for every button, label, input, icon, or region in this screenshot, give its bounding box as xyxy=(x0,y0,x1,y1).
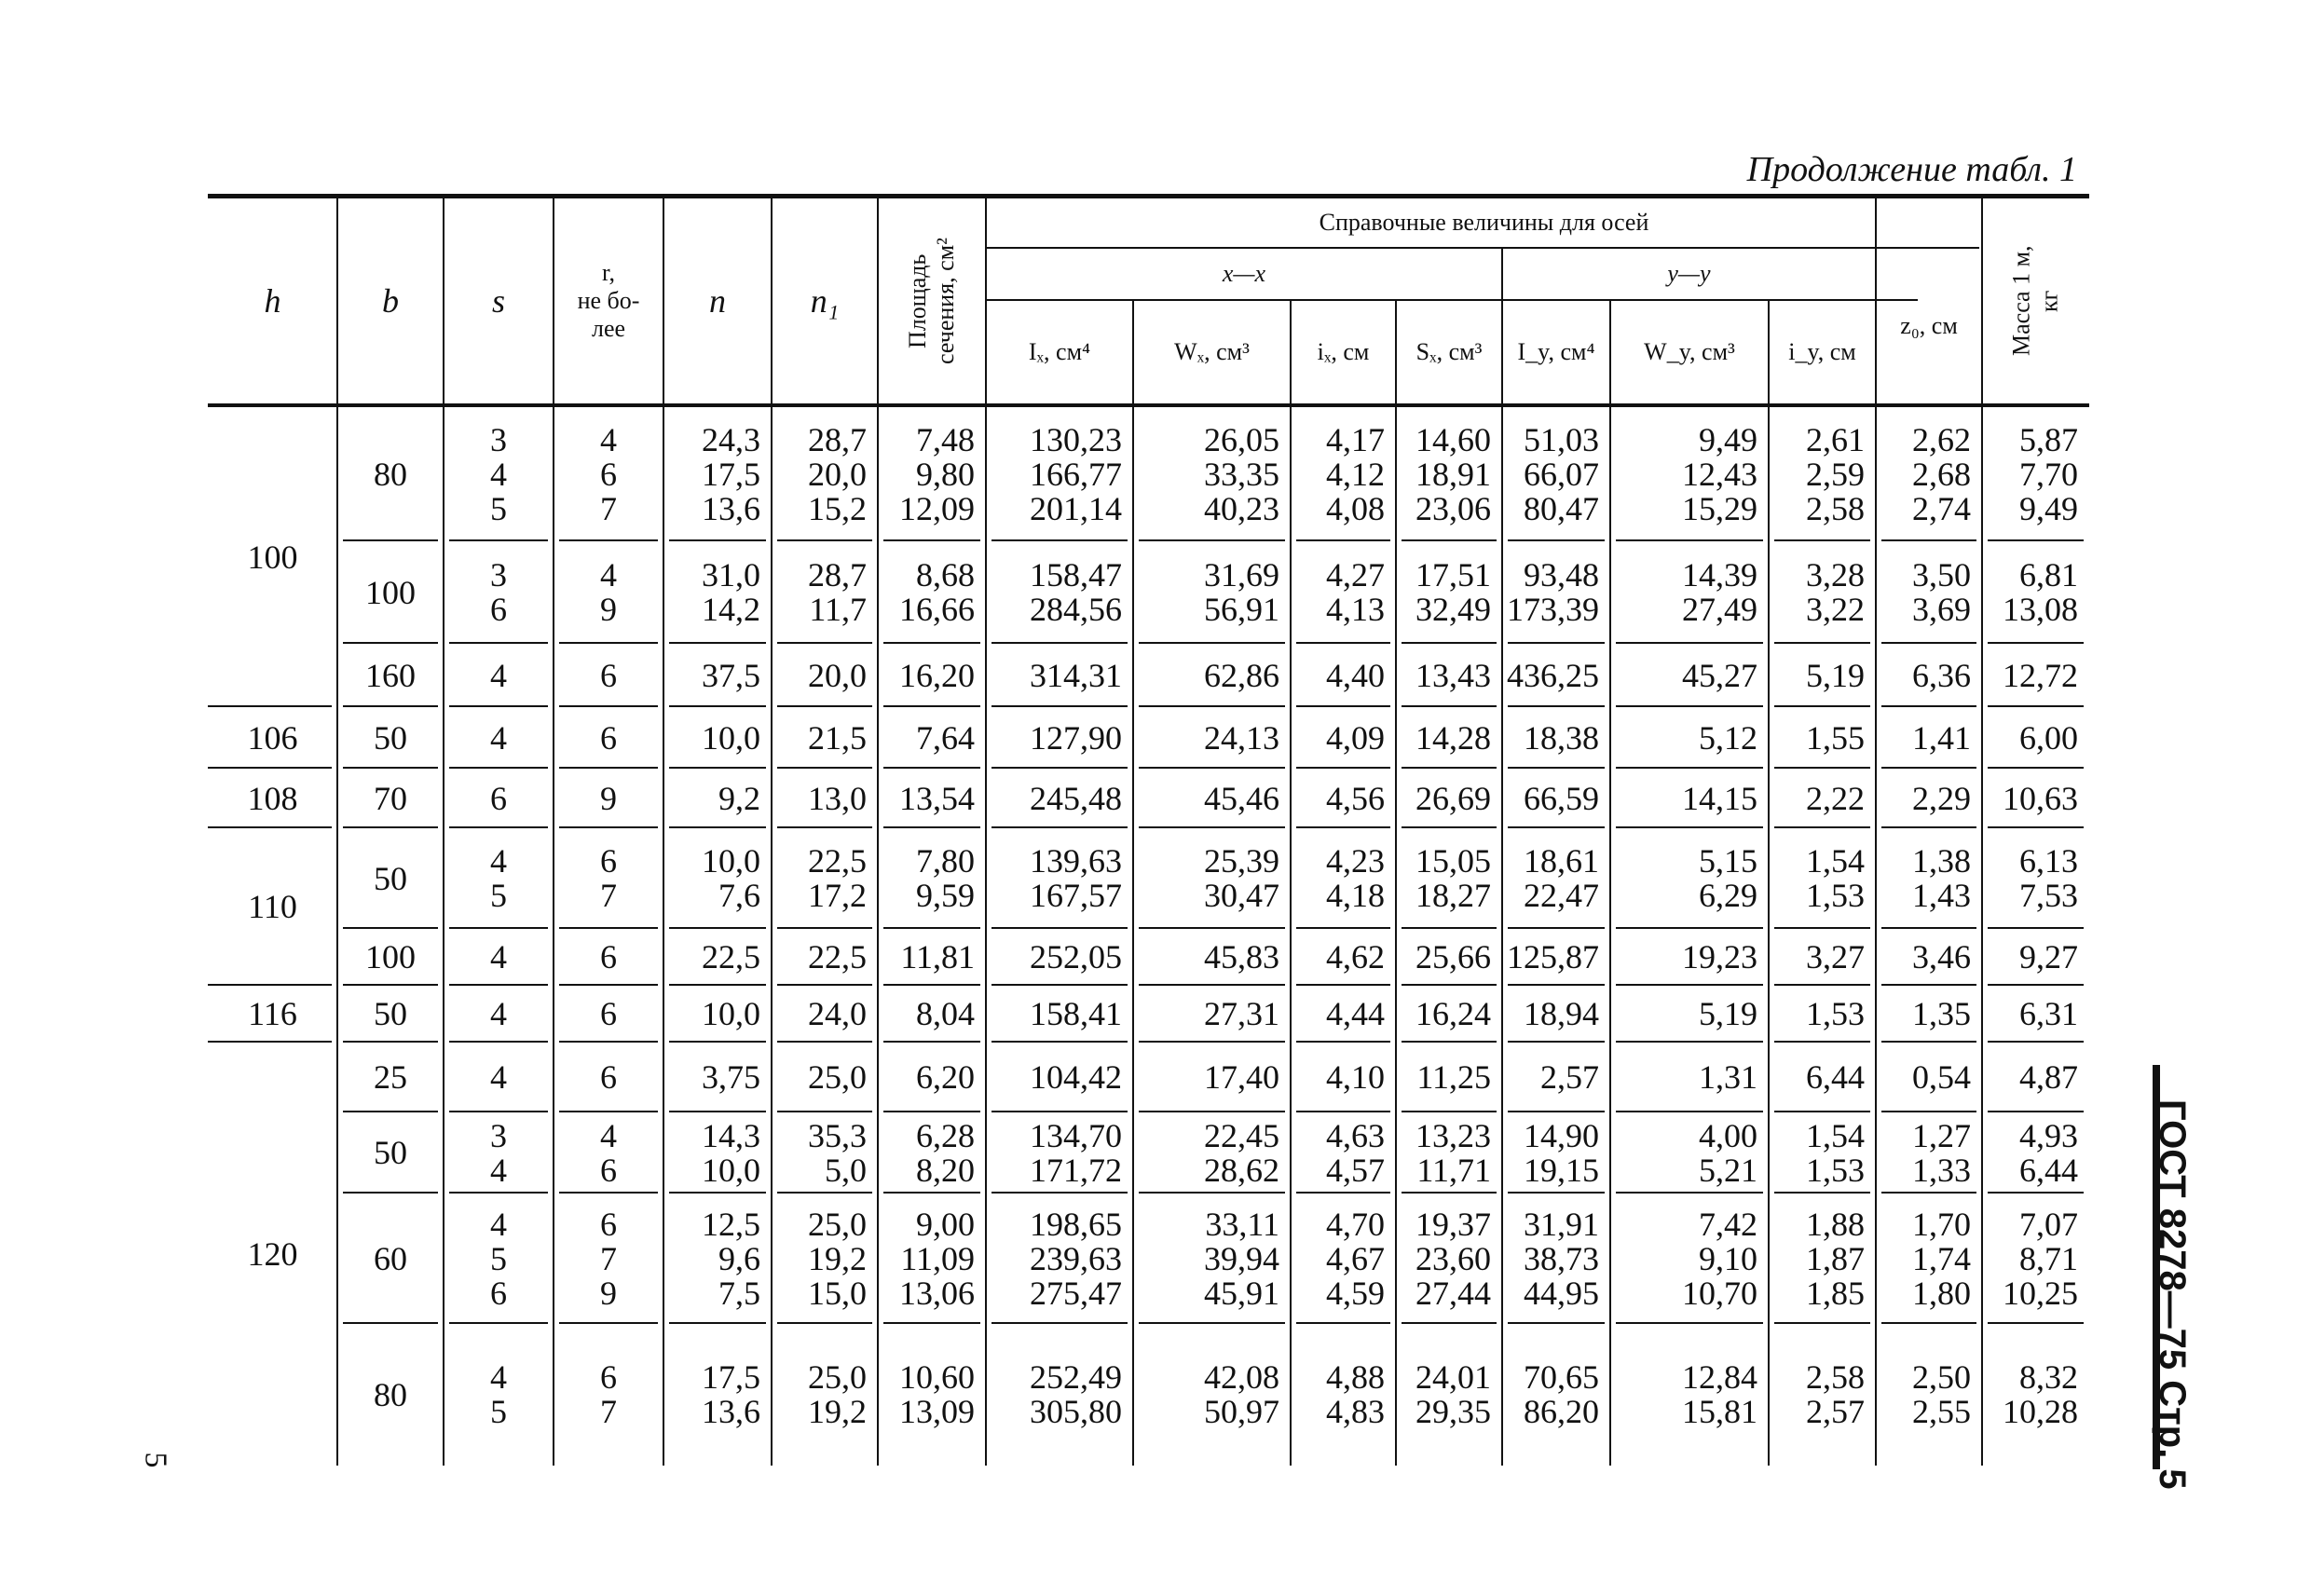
table-cell: 2,57 xyxy=(1540,1058,1599,1096)
table-cell: 11,25 xyxy=(1416,1058,1491,1096)
table-cell: 3,75 xyxy=(702,1058,760,1096)
column-divider xyxy=(1501,249,1503,1466)
table-caption: Продолжение табл. 1 xyxy=(1746,150,2077,189)
table-cell: 45,46 xyxy=(1204,779,1279,817)
table-cell: 6 7 9 xyxy=(600,1205,617,1312)
table-cell: 1,70 1,74 1,80 xyxy=(1912,1205,1971,1312)
table-cell: 60 xyxy=(374,1239,407,1277)
table-cell: 31,0 14,2 xyxy=(702,556,760,628)
table-cell: 70 xyxy=(374,779,407,817)
table-cell: 70,65 86,20 xyxy=(1524,1358,1599,1430)
table-cell: 4,10 xyxy=(1326,1058,1385,1096)
table-cell: 6,36 xyxy=(1912,656,1971,694)
table-cell: 25,39 30,47 xyxy=(1204,842,1279,914)
table-cell: 3,27 xyxy=(1806,938,1865,975)
table-cell: 19,23 xyxy=(1682,938,1757,975)
table-cell: 6 xyxy=(600,656,617,694)
table-cell: 3 6 xyxy=(490,556,507,628)
h-group-cell: 110 xyxy=(248,888,297,925)
table-cell: 12,72 xyxy=(2003,656,2078,694)
table-cell: 4,63 4,57 xyxy=(1326,1116,1385,1189)
table-cell: 17,5 13,6 xyxy=(702,1358,760,1430)
table-cell: 50 xyxy=(374,859,407,897)
table-cell: 18,61 22,47 xyxy=(1524,842,1599,914)
table-cell: 1,27 1,33 xyxy=(1912,1116,1971,1189)
table-cell: 13,54 xyxy=(899,779,975,817)
table-cell: 12,5 9,6 7,5 xyxy=(702,1205,760,1312)
header-axis-yy: y—y xyxy=(1667,260,1711,287)
table-cell: 50 xyxy=(374,1134,407,1171)
table-cell: 4 5 xyxy=(490,1358,507,1430)
table-cell: 2,29 xyxy=(1912,779,1971,817)
header-r: r, не бо- лее xyxy=(577,259,640,342)
table-cell: 9,49 12,43 15,29 xyxy=(1682,420,1757,527)
table-cell: 7,07 8,71 10,25 xyxy=(2003,1205,2078,1312)
table-cell: 4 xyxy=(490,718,507,757)
table-cell: 245,48 xyxy=(1030,779,1122,817)
table-cell: 314,31 xyxy=(1030,656,1122,694)
table-cell: 6,13 7,53 xyxy=(2019,842,2078,914)
table-cell: 18,38 xyxy=(1524,718,1599,757)
table-cell: 8,68 16,66 xyxy=(899,556,975,628)
header-reference: Справочные величины для осей xyxy=(1319,209,1649,236)
table-cell: 66,59 xyxy=(1524,779,1599,817)
table-cell: 4 5 6 xyxy=(490,1205,507,1312)
h-group-cell: 100 xyxy=(247,538,298,576)
table-cell: 5,19 xyxy=(1699,995,1757,1032)
table-cell: 1,41 xyxy=(1912,718,1971,757)
table-cell: 198,65 239,63 275,47 xyxy=(1030,1205,1122,1312)
table-cell: 0,54 xyxy=(1912,1058,1971,1096)
table-cell: 1,38 1,43 xyxy=(1912,842,1971,914)
table-cell: 3,50 3,69 xyxy=(1912,556,1971,628)
table-cell: 4,88 4,83 xyxy=(1326,1358,1385,1430)
table-cell: 4,00 5,21 xyxy=(1699,1116,1757,1189)
table-cell: 2,58 2,57 xyxy=(1806,1358,1865,1430)
table-cell: 9,00 11,09 13,06 xyxy=(899,1205,975,1312)
table-cell: 158,41 xyxy=(1030,995,1122,1032)
header-sx: Sₓ, см³ xyxy=(1415,338,1483,365)
table-cell: 14,39 27,49 xyxy=(1682,556,1757,628)
table-cell: 4,87 xyxy=(2019,1058,2078,1096)
table-cell: 13,0 xyxy=(808,779,867,817)
table-cell: 104,42 xyxy=(1030,1058,1122,1096)
header-iy: i_y, см xyxy=(1788,338,1856,365)
table-cell: 4,93 6,44 xyxy=(2019,1116,2078,1189)
table-cell: 11,81 xyxy=(900,938,975,975)
table-cell: 18,94 xyxy=(1524,995,1599,1032)
h-group-cell: 108 xyxy=(247,779,298,817)
table-cell: 35,3 5,0 xyxy=(808,1116,867,1189)
table-cell: 139,63 167,57 xyxy=(1030,842,1122,914)
table-cell: 2,50 2,55 xyxy=(1912,1358,1971,1430)
table-cell: 7,64 xyxy=(916,718,975,757)
table-cell: 7,48 9,80 12,09 xyxy=(899,420,975,527)
h-group-cell: 120 xyxy=(247,1235,298,1273)
header-n: n xyxy=(709,281,726,320)
table-cell: 27,31 xyxy=(1204,995,1279,1032)
table-cell: 24,13 xyxy=(1204,718,1279,757)
table-cell: 8,32 10,28 xyxy=(2003,1358,2078,1430)
header-ix: iₓ, см xyxy=(1317,338,1370,365)
table-cell: 100 xyxy=(365,938,416,975)
table-cell: 5,12 xyxy=(1699,718,1757,757)
table-cell: 80 xyxy=(374,1375,407,1413)
table-cell: 14,28 xyxy=(1415,718,1491,757)
table-cell: 10,60 13,09 xyxy=(899,1358,975,1430)
table-cell: 19,37 23,60 27,44 xyxy=(1415,1205,1491,1312)
table-cell: 14,15 xyxy=(1682,779,1757,817)
header-wx: Wₓ, см³ xyxy=(1174,338,1250,365)
header-mass: Масса 1 м, кг xyxy=(2007,245,2063,357)
table-cell: 6,00 xyxy=(2019,718,2078,757)
table-cell: 17,51 32,49 xyxy=(1415,556,1491,628)
table-cell: 26,05 33,35 40,23 xyxy=(1204,420,1279,527)
table-cell: 7,42 9,10 10,70 xyxy=(1682,1205,1757,1312)
table-cell: 10,0 7,6 xyxy=(702,842,760,914)
table-cell: 5,87 7,70 9,49 xyxy=(2019,420,2078,527)
table-cell: 9 xyxy=(600,779,617,817)
table-cell: 134,70 171,72 xyxy=(1030,1116,1122,1189)
table-cell: 22,5 xyxy=(702,938,760,975)
header-iy: I_y, см⁴ xyxy=(1517,338,1595,365)
table-cell: 33,11 39,94 45,91 xyxy=(1204,1205,1279,1312)
table-cell: 1,88 1,87 1,85 xyxy=(1806,1205,1865,1312)
table-cell: 130,23 166,77 201,14 xyxy=(1030,420,1122,527)
table-cell: 22,5 xyxy=(808,938,867,975)
table-cell: 3 4 5 xyxy=(490,420,507,527)
header-axis-xx: x—x xyxy=(1222,260,1266,287)
table-cell: 6 7 xyxy=(600,1358,617,1430)
table-cell: 24,01 29,35 xyxy=(1415,1358,1491,1430)
table-cell: 3,28 3,22 xyxy=(1806,556,1865,628)
column-divider xyxy=(1132,301,1134,1466)
table-cell: 6 xyxy=(600,995,617,1032)
header-area: Площадь сечения, см² xyxy=(904,238,959,364)
table-cell: 37,5 xyxy=(702,656,760,694)
header-z0: z₀, см xyxy=(1900,312,1958,339)
table-cell: 4,27 4,13 xyxy=(1326,556,1385,628)
column-divider xyxy=(1609,301,1611,1466)
header-s: s xyxy=(491,281,505,320)
table-cell: 25,0 19,2 xyxy=(808,1358,867,1430)
table-cell: 6,28 8,20 xyxy=(916,1116,975,1189)
table-cell: 50 xyxy=(374,995,407,1032)
table-cell: 4 xyxy=(490,995,507,1032)
table-cell: 1,31 xyxy=(1699,1058,1757,1096)
table-cell: 158,47 284,56 xyxy=(1030,556,1122,628)
table-cell: 26,69 xyxy=(1415,779,1491,817)
table-cell: 4,56 xyxy=(1326,779,1385,817)
table-cell: 24,3 17,5 13,6 xyxy=(702,420,760,527)
header-ix: Iₓ, см⁴ xyxy=(1028,338,1091,365)
table-cell: 4 xyxy=(490,1058,507,1096)
table-cell: 31,69 56,91 xyxy=(1204,556,1279,628)
column-divider xyxy=(1395,301,1397,1466)
h-group-cell: 116 xyxy=(248,995,297,1032)
table-cell: 25,0 19,2 15,0 xyxy=(808,1205,867,1312)
table-cell: 6,81 13,08 xyxy=(2003,556,2078,628)
h-group-cell: 106 xyxy=(247,718,298,757)
table-cell: 4,70 4,67 4,59 xyxy=(1326,1205,1385,1312)
table-cell: 6 xyxy=(490,779,507,817)
table-cell: 6,31 xyxy=(2019,995,2078,1032)
table-cell: 25,0 xyxy=(808,1058,867,1096)
table-cell: 3,46 xyxy=(1912,938,1971,975)
table-cell: 125,87 xyxy=(1507,938,1599,975)
table-cell: 9,27 xyxy=(2019,938,2078,975)
table-cell: 21,5 xyxy=(808,718,867,757)
table-cell: 15,05 18,27 xyxy=(1415,842,1491,914)
table-cell: 100 xyxy=(365,573,416,611)
table-cell: 28,7 20,0 15,2 xyxy=(808,420,867,527)
table-cell: 42,08 50,97 xyxy=(1204,1358,1279,1430)
table-cell: 20,0 xyxy=(808,656,867,694)
header-h: h xyxy=(264,281,281,320)
table-cell: 127,90 xyxy=(1030,718,1122,757)
table-cell: 45,27 xyxy=(1682,656,1757,694)
table-cell: 4,17 4,12 4,08 xyxy=(1326,420,1385,527)
table-cell: 1,54 1,53 xyxy=(1806,842,1865,914)
table-cell: 28,7 11,7 xyxy=(808,556,867,628)
table-cell: 1,54 1,53 xyxy=(1806,1116,1865,1189)
table-cell: 8,04 xyxy=(916,995,975,1032)
table-cell: 6,20 xyxy=(916,1058,975,1096)
table-cell: 13,23 11,71 xyxy=(1415,1116,1491,1189)
table-cell: 22,45 28,62 xyxy=(1204,1116,1279,1189)
table-cell: 4 5 xyxy=(490,842,507,914)
table-cell: 160 xyxy=(365,656,416,694)
table-cell: 6 xyxy=(600,718,617,757)
table-cell: 14,60 18,91 23,06 xyxy=(1415,420,1491,527)
table-cell: 252,49 305,80 xyxy=(1030,1358,1122,1430)
table-cell: 16,20 xyxy=(899,656,975,694)
table-cell: 5,15 6,29 xyxy=(1699,842,1757,914)
table-cell: 2,61 2,59 2,58 xyxy=(1806,420,1865,527)
header-wy: W_y, см³ xyxy=(1644,338,1735,365)
page-number: 5 xyxy=(138,1452,173,1468)
table-cell: 14,3 10,0 xyxy=(702,1116,760,1189)
table-cell: 4,44 xyxy=(1326,995,1385,1032)
table-cell: 51,03 66,07 80,47 xyxy=(1524,420,1599,527)
column-divider xyxy=(1768,301,1770,1466)
table-cell: 7,80 9,59 xyxy=(916,842,975,914)
table-cell: 62,86 xyxy=(1204,656,1279,694)
table-cell: 14,90 19,15 xyxy=(1524,1116,1599,1189)
table-cell: 436,25 xyxy=(1507,656,1599,694)
table-cell: 6 xyxy=(600,1058,617,1096)
table-cell: 1,35 xyxy=(1912,995,1971,1032)
table-cell: 6,44 xyxy=(1806,1058,1865,1096)
table-cell: 80 xyxy=(374,455,407,493)
table-cell: 1,53 xyxy=(1806,995,1865,1032)
table-cell: 25 xyxy=(374,1058,407,1096)
table-cell: 6 7 xyxy=(600,842,617,914)
table-cell: 3 4 xyxy=(490,1116,507,1189)
table-cell: 4 xyxy=(490,938,507,975)
table-cell: 4,62 xyxy=(1326,938,1385,975)
table-cell: 5,19 xyxy=(1806,656,1865,694)
table-cell: 16,24 xyxy=(1415,995,1491,1032)
table-cell: 93,48 173,39 xyxy=(1507,556,1599,628)
header-n1: n₁ xyxy=(810,281,840,320)
table-cell: 4 xyxy=(490,656,507,694)
table-cell: 4 9 xyxy=(600,556,617,628)
table-cell: 2,22 xyxy=(1806,779,1865,817)
standard-code: ГОСТ 8278—75 Стр. 5 xyxy=(2152,1099,2193,1490)
table-cell: 10,63 xyxy=(2003,779,2078,817)
table-cell: 4 6 xyxy=(600,1116,617,1189)
table-cell: 12,84 15,81 xyxy=(1682,1358,1757,1430)
header-b: b xyxy=(382,281,399,320)
table-cell: 4,23 4,18 xyxy=(1326,842,1385,914)
table-cell: 45,83 xyxy=(1204,938,1279,975)
table-cell: 24,0 xyxy=(808,995,867,1032)
table-cell: 6 xyxy=(600,938,617,975)
table-cell: 50 xyxy=(374,718,407,757)
table-cell: 17,40 xyxy=(1204,1058,1279,1096)
table-cell: 4 6 7 xyxy=(600,420,617,527)
table-cell: 25,66 xyxy=(1415,938,1491,975)
table-cell: 31,91 38,73 44,95 xyxy=(1524,1205,1599,1312)
table-cell: 9,2 xyxy=(718,779,760,817)
table-cell: 13,43 xyxy=(1415,656,1491,694)
table-cell: 1,55 xyxy=(1806,718,1865,757)
table-cell: 10,0 xyxy=(702,718,760,757)
table-cell: 2,62 2,68 2,74 xyxy=(1912,420,1971,527)
column-divider xyxy=(1290,301,1292,1466)
table-cell: 4,09 xyxy=(1326,718,1385,757)
table-cell: 252,05 xyxy=(1030,938,1122,975)
data-table xyxy=(208,194,2089,1466)
table-cell: 22,5 17,2 xyxy=(808,842,867,914)
table-cell: 4,40 xyxy=(1326,656,1385,694)
table-cell: 10,0 xyxy=(702,995,760,1032)
